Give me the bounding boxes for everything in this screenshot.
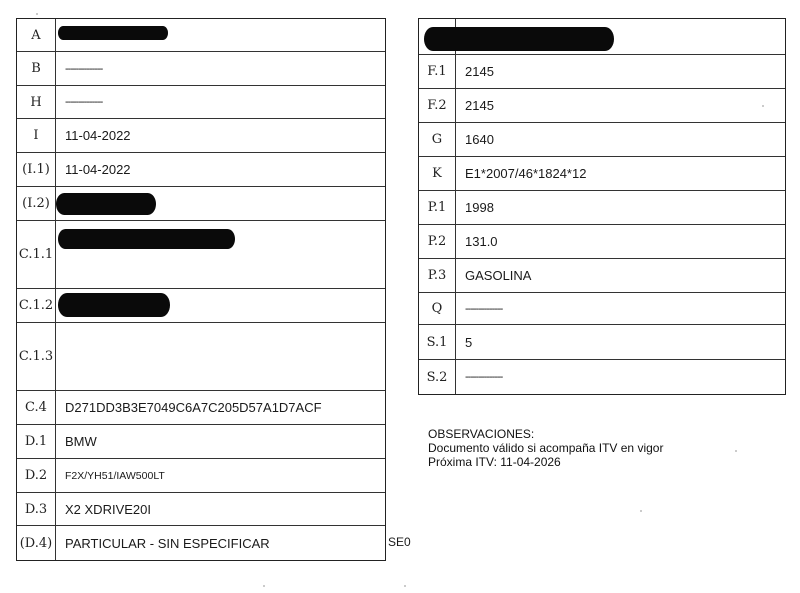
scan-speck bbox=[36, 13, 38, 15]
field-value: GASOLINA bbox=[465, 268, 532, 283]
row-c11 bbox=[17, 221, 385, 289]
row-d2 bbox=[17, 459, 385, 493]
field-code: P.1 bbox=[419, 191, 456, 224]
scan-speck bbox=[640, 510, 642, 512]
field-value: PARTICULAR - SIN ESPECIFICAR bbox=[65, 535, 270, 551]
field-code: D.2 bbox=[17, 459, 56, 492]
field-value: 2145 bbox=[465, 64, 494, 79]
field-value: 1640 bbox=[465, 132, 494, 147]
field-value bbox=[56, 323, 385, 390]
redaction-mark bbox=[424, 27, 614, 51]
row-b bbox=[17, 52, 385, 86]
scan-speck bbox=[263, 585, 265, 587]
row-i2 bbox=[17, 187, 385, 221]
field-value bbox=[56, 19, 385, 51]
field-code: C.1.2 bbox=[17, 289, 56, 322]
field-value: 11-04-2022 bbox=[65, 162, 131, 177]
field-code: S.2 bbox=[419, 360, 456, 394]
observations-line-validity: Documento válido si acompaña ITV en vigor bbox=[428, 441, 664, 455]
field-value: -------------- bbox=[465, 371, 503, 383]
row-i bbox=[17, 119, 385, 153]
row-e bbox=[419, 19, 785, 55]
field-value: -------------- bbox=[65, 62, 103, 75]
row-g bbox=[419, 123, 785, 157]
row-d3 bbox=[17, 493, 385, 526]
scan-speck bbox=[735, 450, 737, 452]
field-code: D.3 bbox=[17, 493, 56, 525]
field-code: C.4 bbox=[17, 391, 56, 424]
field-code: K bbox=[419, 157, 456, 190]
redaction-mark bbox=[56, 193, 156, 215]
field-code: A bbox=[17, 19, 56, 51]
field-value: 5 bbox=[465, 334, 473, 350]
field-value bbox=[456, 19, 785, 54]
field-code: Q bbox=[419, 293, 456, 324]
row-h bbox=[17, 86, 385, 119]
field-code: F.1 bbox=[419, 55, 456, 88]
left-data-table bbox=[16, 18, 386, 561]
field-value: -------------- bbox=[65, 96, 103, 108]
observations-block bbox=[428, 427, 663, 469]
field-code: P.3 bbox=[419, 259, 456, 292]
row-c13 bbox=[17, 323, 385, 391]
field-code: D.1 bbox=[17, 425, 56, 458]
field-value: 131.0 bbox=[465, 234, 498, 249]
field-value: X2 XDRIVE20I bbox=[65, 501, 151, 517]
field-value: E1*2007/46*1824*12 bbox=[465, 166, 587, 181]
right-data-table bbox=[418, 18, 786, 395]
field-code: S.1 bbox=[419, 325, 456, 359]
field-code: (D.4) bbox=[17, 526, 56, 560]
field-value: 1998 bbox=[465, 200, 494, 215]
redaction-mark bbox=[58, 293, 170, 317]
row-f1 bbox=[419, 55, 785, 89]
field-value bbox=[56, 187, 385, 220]
field-code: (I.1) bbox=[17, 153, 56, 186]
row-c4 bbox=[17, 391, 385, 425]
field-code: G bbox=[419, 123, 456, 156]
field-value: BMW bbox=[65, 434, 97, 449]
row-i1 bbox=[17, 153, 385, 187]
field-code: C.1.1 bbox=[17, 221, 56, 288]
field-code: P.2 bbox=[419, 225, 456, 258]
field-code: C.1.3 bbox=[17, 323, 56, 390]
field-code: H bbox=[17, 86, 56, 118]
field-value: 2145 bbox=[465, 98, 494, 113]
redaction-mark bbox=[58, 229, 235, 249]
field-code: I bbox=[17, 119, 56, 152]
field-value bbox=[56, 221, 385, 288]
field-code: B bbox=[17, 52, 56, 85]
field-value: -------------- bbox=[465, 302, 503, 315]
row-q bbox=[419, 293, 785, 325]
row-p2 bbox=[419, 225, 785, 259]
row-k bbox=[419, 157, 785, 191]
scan-speck bbox=[404, 585, 406, 587]
row-a bbox=[17, 19, 385, 52]
row-d1 bbox=[17, 425, 385, 459]
field-code: (I.2) bbox=[17, 187, 56, 220]
row-f2 bbox=[419, 89, 785, 123]
observations-heading: OBSERVACIONES: bbox=[428, 427, 535, 441]
observations-line-next-itv: Próxima ITV: 11-04-2026 bbox=[428, 455, 561, 469]
field-value: F2X/YH51/IAW500LT bbox=[65, 469, 165, 482]
redaction-mark bbox=[58, 26, 168, 40]
row-p3 bbox=[419, 259, 785, 293]
scan-speck bbox=[762, 105, 764, 107]
row-s2 bbox=[419, 360, 785, 394]
row-s1 bbox=[419, 325, 785, 360]
field-code: F.2 bbox=[419, 89, 456, 122]
field-value: D271DD3B3E7049C6A7C205D57A1D7ACF bbox=[65, 400, 322, 415]
field-value: 11-04-2022 bbox=[65, 128, 131, 143]
field-value bbox=[56, 289, 385, 322]
row-p1 bbox=[419, 191, 785, 225]
row-d4 bbox=[17, 526, 385, 560]
side-code-label: SE0 bbox=[388, 535, 411, 549]
row-c12 bbox=[17, 289, 385, 323]
